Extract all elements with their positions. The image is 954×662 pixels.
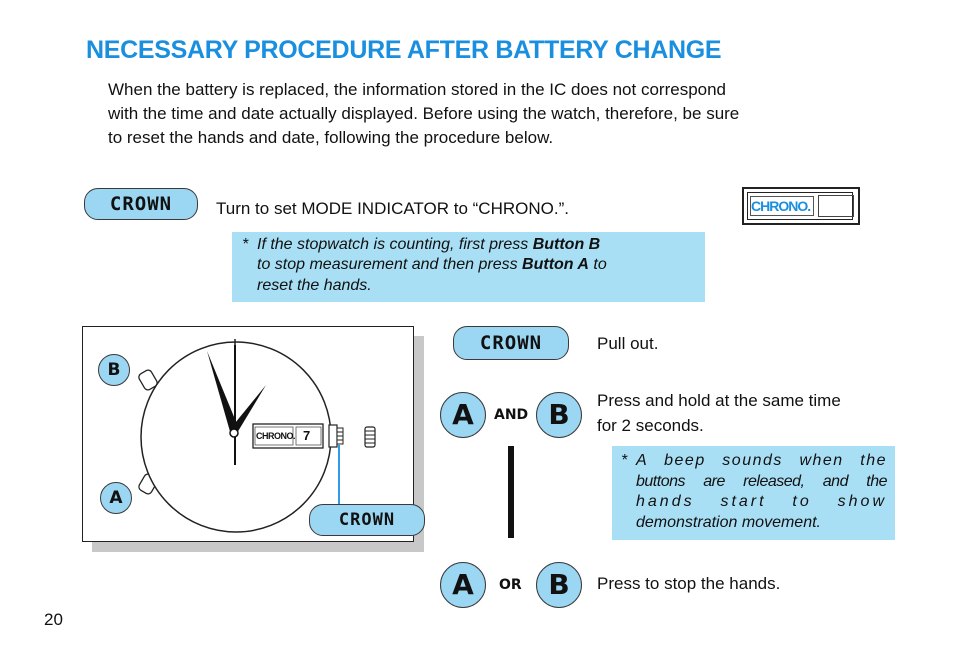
intro-line: with the time and date actually displayed. Before using the watch, therefore, be sure — [108, 104, 740, 123]
step-press-stop: Press to stop the hands. — [597, 574, 781, 593]
intro-line: to reset the hands and date, following the procedure below. — [108, 128, 554, 147]
watch-illustration — [82, 326, 414, 542]
mode-indicator-window — [742, 187, 860, 225]
or-label: OR — [499, 577, 522, 593]
note-line: reset the hands. — [257, 277, 372, 294]
button-b-marker: B — [98, 354, 130, 386]
crown-label: CROWN — [453, 326, 569, 360]
note-line: buttons are released, and the — [636, 473, 887, 490]
note-line: to stop measurement and then press Button A to — [257, 256, 607, 273]
page-number: 20 — [44, 610, 63, 629]
chrono-indicator-text: CHRONO. — [751, 198, 811, 214]
note-line: If the stopwatch is counting, first press Button B — [257, 236, 601, 253]
note-line: demonstration movement. — [636, 514, 821, 531]
button-a-label: A — [440, 562, 486, 608]
note-line: hands start to show — [636, 493, 887, 510]
intro-line: When the battery is replaced, the information stored in the IC does not correspond — [108, 80, 727, 99]
crown-label: CROWN — [84, 188, 198, 220]
dial-date-text: 7 — [303, 428, 311, 443]
intro-paragraph — [108, 78, 908, 150]
dial-chrono-text: CHRONO. — [256, 431, 295, 441]
duration-bar — [508, 446, 514, 538]
button-a-marker: A — [100, 482, 132, 514]
note-stopwatch: * If the stopwatch is counting, first press Button B to stop measurement and then press Button A to reset the hands. — [232, 232, 705, 302]
note-line: A beep sounds when the — [636, 452, 887, 469]
and-label: AND — [494, 407, 529, 423]
note-beep: * A beep sounds when the buttons are released, and the hands start to show demonstration movement. — [612, 446, 895, 540]
crown-marker: CROWN — [309, 504, 425, 536]
step-pull-out: Pull out. — [597, 334, 659, 353]
step-turn-crown: Turn to set MODE INDICATOR to “CHRONO.”. — [216, 199, 569, 218]
button-b-label: B — [536, 392, 582, 438]
step-press-hold-line: Press and hold at the same time — [597, 391, 841, 410]
button-a-label: A — [440, 392, 486, 438]
step-press-hold-line: for 2 seconds. — [597, 416, 704, 435]
button-b-label: B — [536, 562, 582, 608]
page-title: NECESSARY PROCEDURE AFTER BATTERY CHANGE — [86, 36, 722, 64]
